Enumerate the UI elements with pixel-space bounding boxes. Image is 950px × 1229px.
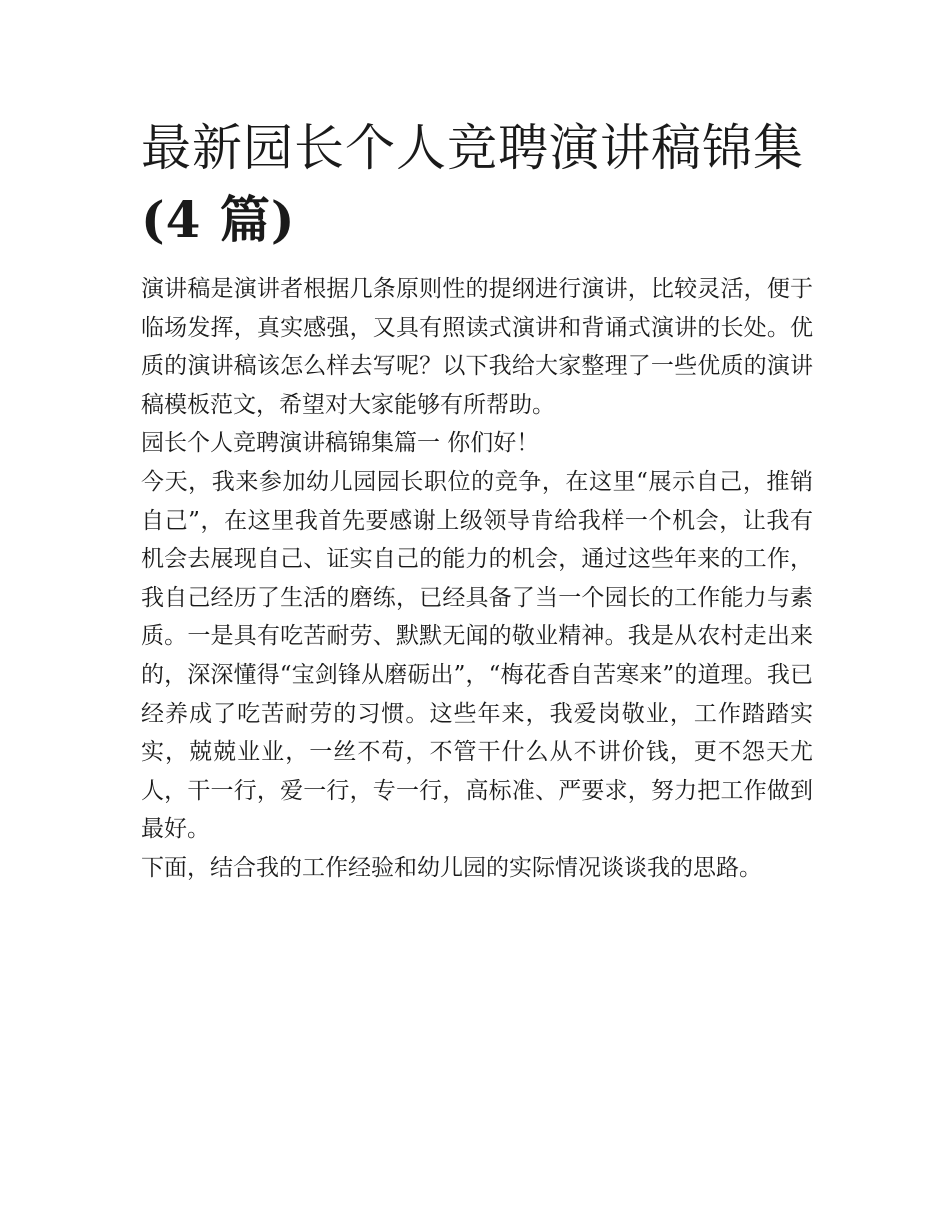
- title-suffix: (4 篇): [141, 190, 296, 249]
- document-page: [141, 112, 813, 888]
- intro-paragraph: 演讲稿是演讲者根据几条原则性的提纲进行演讲，比较灵活，便于临场发挥，真实感强，又具有照读式演讲和背诵式演讲的长处。优质的演讲稿该怎么样去写呢？以下我给大家整理了一些优质的演讲稿模板范文，希望对大家能够有所帮助。: [141, 276, 813, 418]
- closing-paragraph: 下面，结合我的工作经验和幼儿园的实际情况谈谈我的思路。: [141, 854, 762, 881]
- document-title: [141, 112, 813, 256]
- section-heading-paragraph: 园长个人竞聘演讲稿锦集篇一 你们好！: [141, 430, 540, 457]
- title-main: 最新园长个人竞聘演讲稿锦集: [141, 119, 804, 177]
- body-paragraph: 今天，我来参加幼儿园园长职位的竞争，在这里“展示自己，推销自己”，在这里我首先要感谢上级领导肯给我样一个机会，让我有机会去展现自己、证实自己的能力的机会，通过这些年来的工作，我自己经历了生活的磨练，已经具备了当一个园长的工作能力与素质。一是具有吃苦耐劳、默默无闻的敬业精神。我是从农村走出来的，深深懂得“宝剑锋从磨砺出”，“梅花香自苦寒来”的道理。我已经养成了吃苦耐劳的习惯。这些年来，我爱岗敬业，工作踏踏实实，兢兢业业，一丝不苟，不管干什么从不讲价钱，更不怨天尤人，干一行，爱一行，专一行，高标准、严要求，努力把工作做到最好。: [141, 468, 813, 843]
